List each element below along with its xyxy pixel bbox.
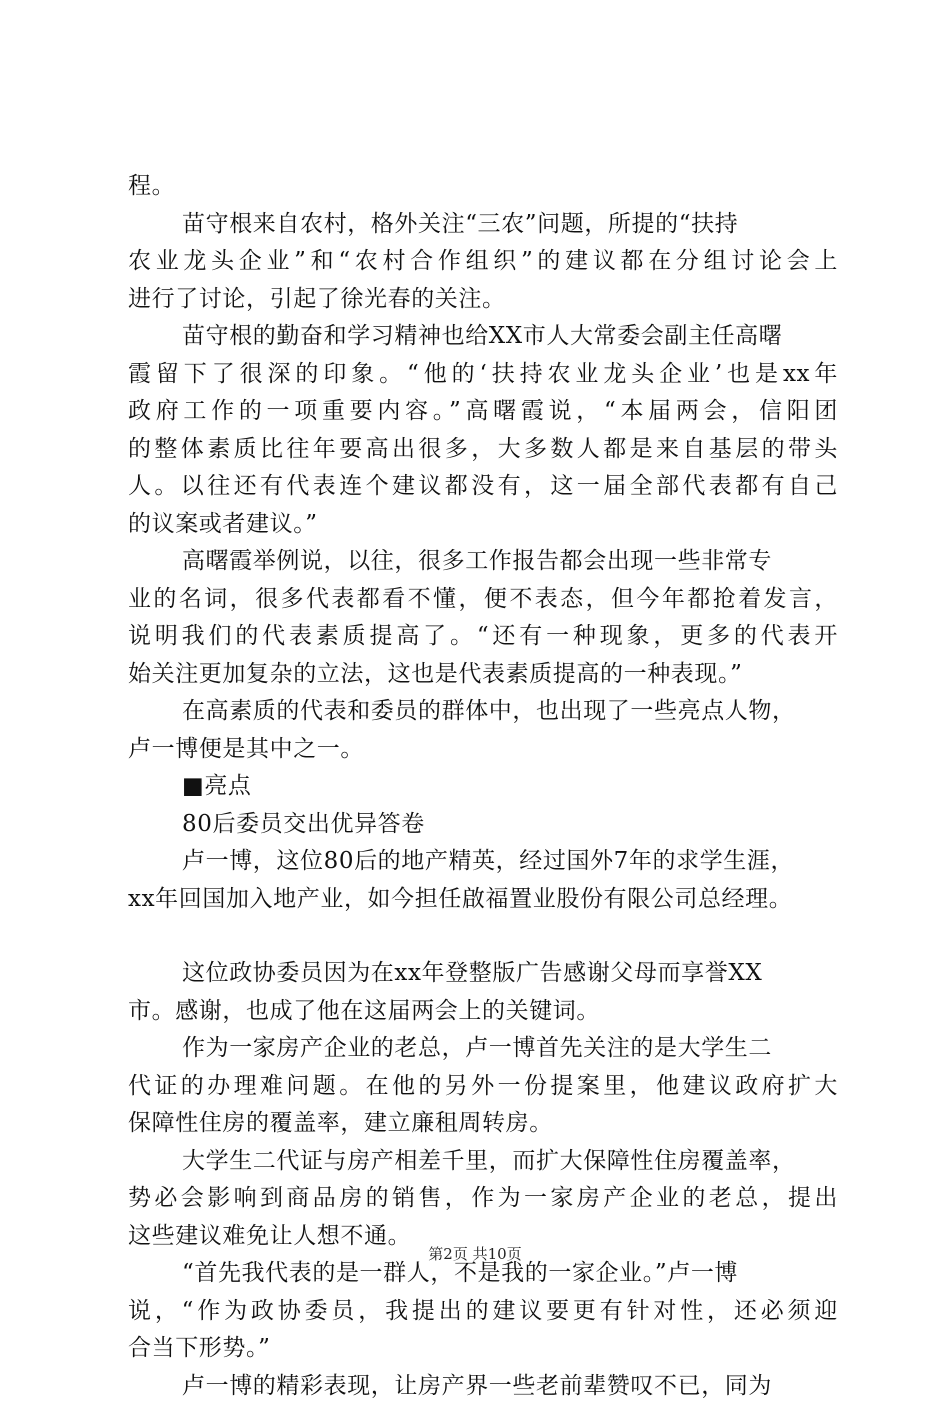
text-line: 合当下形势。” xyxy=(128,1330,838,1368)
text-line: 农业龙头企业”和“农村合作组织”的建议都在分组讨论会上 xyxy=(128,243,838,281)
text-line: 卢一博便是其中之一。 xyxy=(128,731,838,769)
text-line: 的议案或者建议。” xyxy=(128,506,838,544)
text-line: 进行了讨论，引起了徐光春的关注。 xyxy=(128,281,838,319)
text-line: 人。以往还有代表连个建议都没有，这一届全部代表都有自己 xyxy=(128,468,838,506)
text-line: 业的名词，很多代表都看不懂，便不表态，但今年都抢着发言， xyxy=(128,581,838,619)
text-line: 代证的办理难问题。在他的另外一份提案里，他建议政府扩大 xyxy=(128,1068,838,1106)
paragraph-first-line: 在高素质的代表和委员的群体中，也出现了一些亮点人物， xyxy=(128,693,838,731)
paragraph-first-line: 作为一家房产企业的老总，卢一博首先关注的是大学生二 xyxy=(128,1030,838,1068)
text-line: xx年回国加入地产业，如今担任啟福置业股份有限公司总经理。 xyxy=(128,881,838,919)
text-line: 势必会影响到商品房的销售，作为一家房产企业的老总，提出 xyxy=(128,1180,838,1218)
paragraph-first-line: 大学生二代证与房产相差千里，而扩大保障性住房覆盖率， xyxy=(128,1143,838,1181)
text-line: 市。感谢，也成了他在这届两会上的关键词。 xyxy=(128,993,838,1031)
section-marker: ■亮点 xyxy=(128,768,838,806)
text-line: 说明我们的代表素质提高了。“还有一种现象，更多的代表开 xyxy=(128,618,838,656)
text-line: 这些建议难免让人想不通。 xyxy=(128,1218,838,1256)
paragraph-first-line: 苗守根的勤奋和学习精神也给XX市人大常委会副主任高曙 xyxy=(128,318,838,356)
paragraph-first-line: 苗守根来自农村，格外关注“三农”问题，所提的“扶持 xyxy=(128,206,838,244)
text-line: 政府工作的一项重要内容。”高曙霞说，“本届两会，信阳团 xyxy=(128,393,838,431)
text-line: 保障性住房的覆盖率，建立廉租周转房。 xyxy=(128,1105,838,1143)
paragraph-first-line: 卢一博的精彩表现，让房产界一些老前辈赞叹不已，同为 xyxy=(128,1368,838,1405)
text-line: 程。 xyxy=(128,168,838,206)
article-body xyxy=(128,168,838,1405)
paragraph-first-line: 卢一博，这位80后的地产精英，经过国外7年的求学生涯， xyxy=(128,843,838,881)
section-heading: 80后委员交出优异答卷 xyxy=(128,806,838,844)
blank-line xyxy=(128,918,838,955)
text-line: 始关注更加复杂的立法，这也是代表素质提高的一种表现。” xyxy=(128,656,838,694)
page-number-footer: 第2页 共10页 xyxy=(0,1243,950,1264)
paragraph-first-line: “首先我代表的是一群人，不是我的一家企业。”卢一博 xyxy=(128,1255,838,1293)
text-line: 霞留下了很深的印象。“他的‘扶持农业龙头企业’也是xx年 xyxy=(128,356,838,394)
paragraph-first-line: 这位政协委员因为在xx年登整版广告感谢父母而享誉XX xyxy=(128,955,838,993)
text-line: 说，“作为政协委员，我提出的建议要更有针对性，还必须迎 xyxy=(128,1293,838,1331)
paragraph-first-line: 高曙霞举例说，以往，很多工作报告都会出现一些非常专 xyxy=(128,543,838,581)
text-line: 的整体素质比往年要高出很多，大多数人都是来自基层的带头 xyxy=(128,431,838,469)
